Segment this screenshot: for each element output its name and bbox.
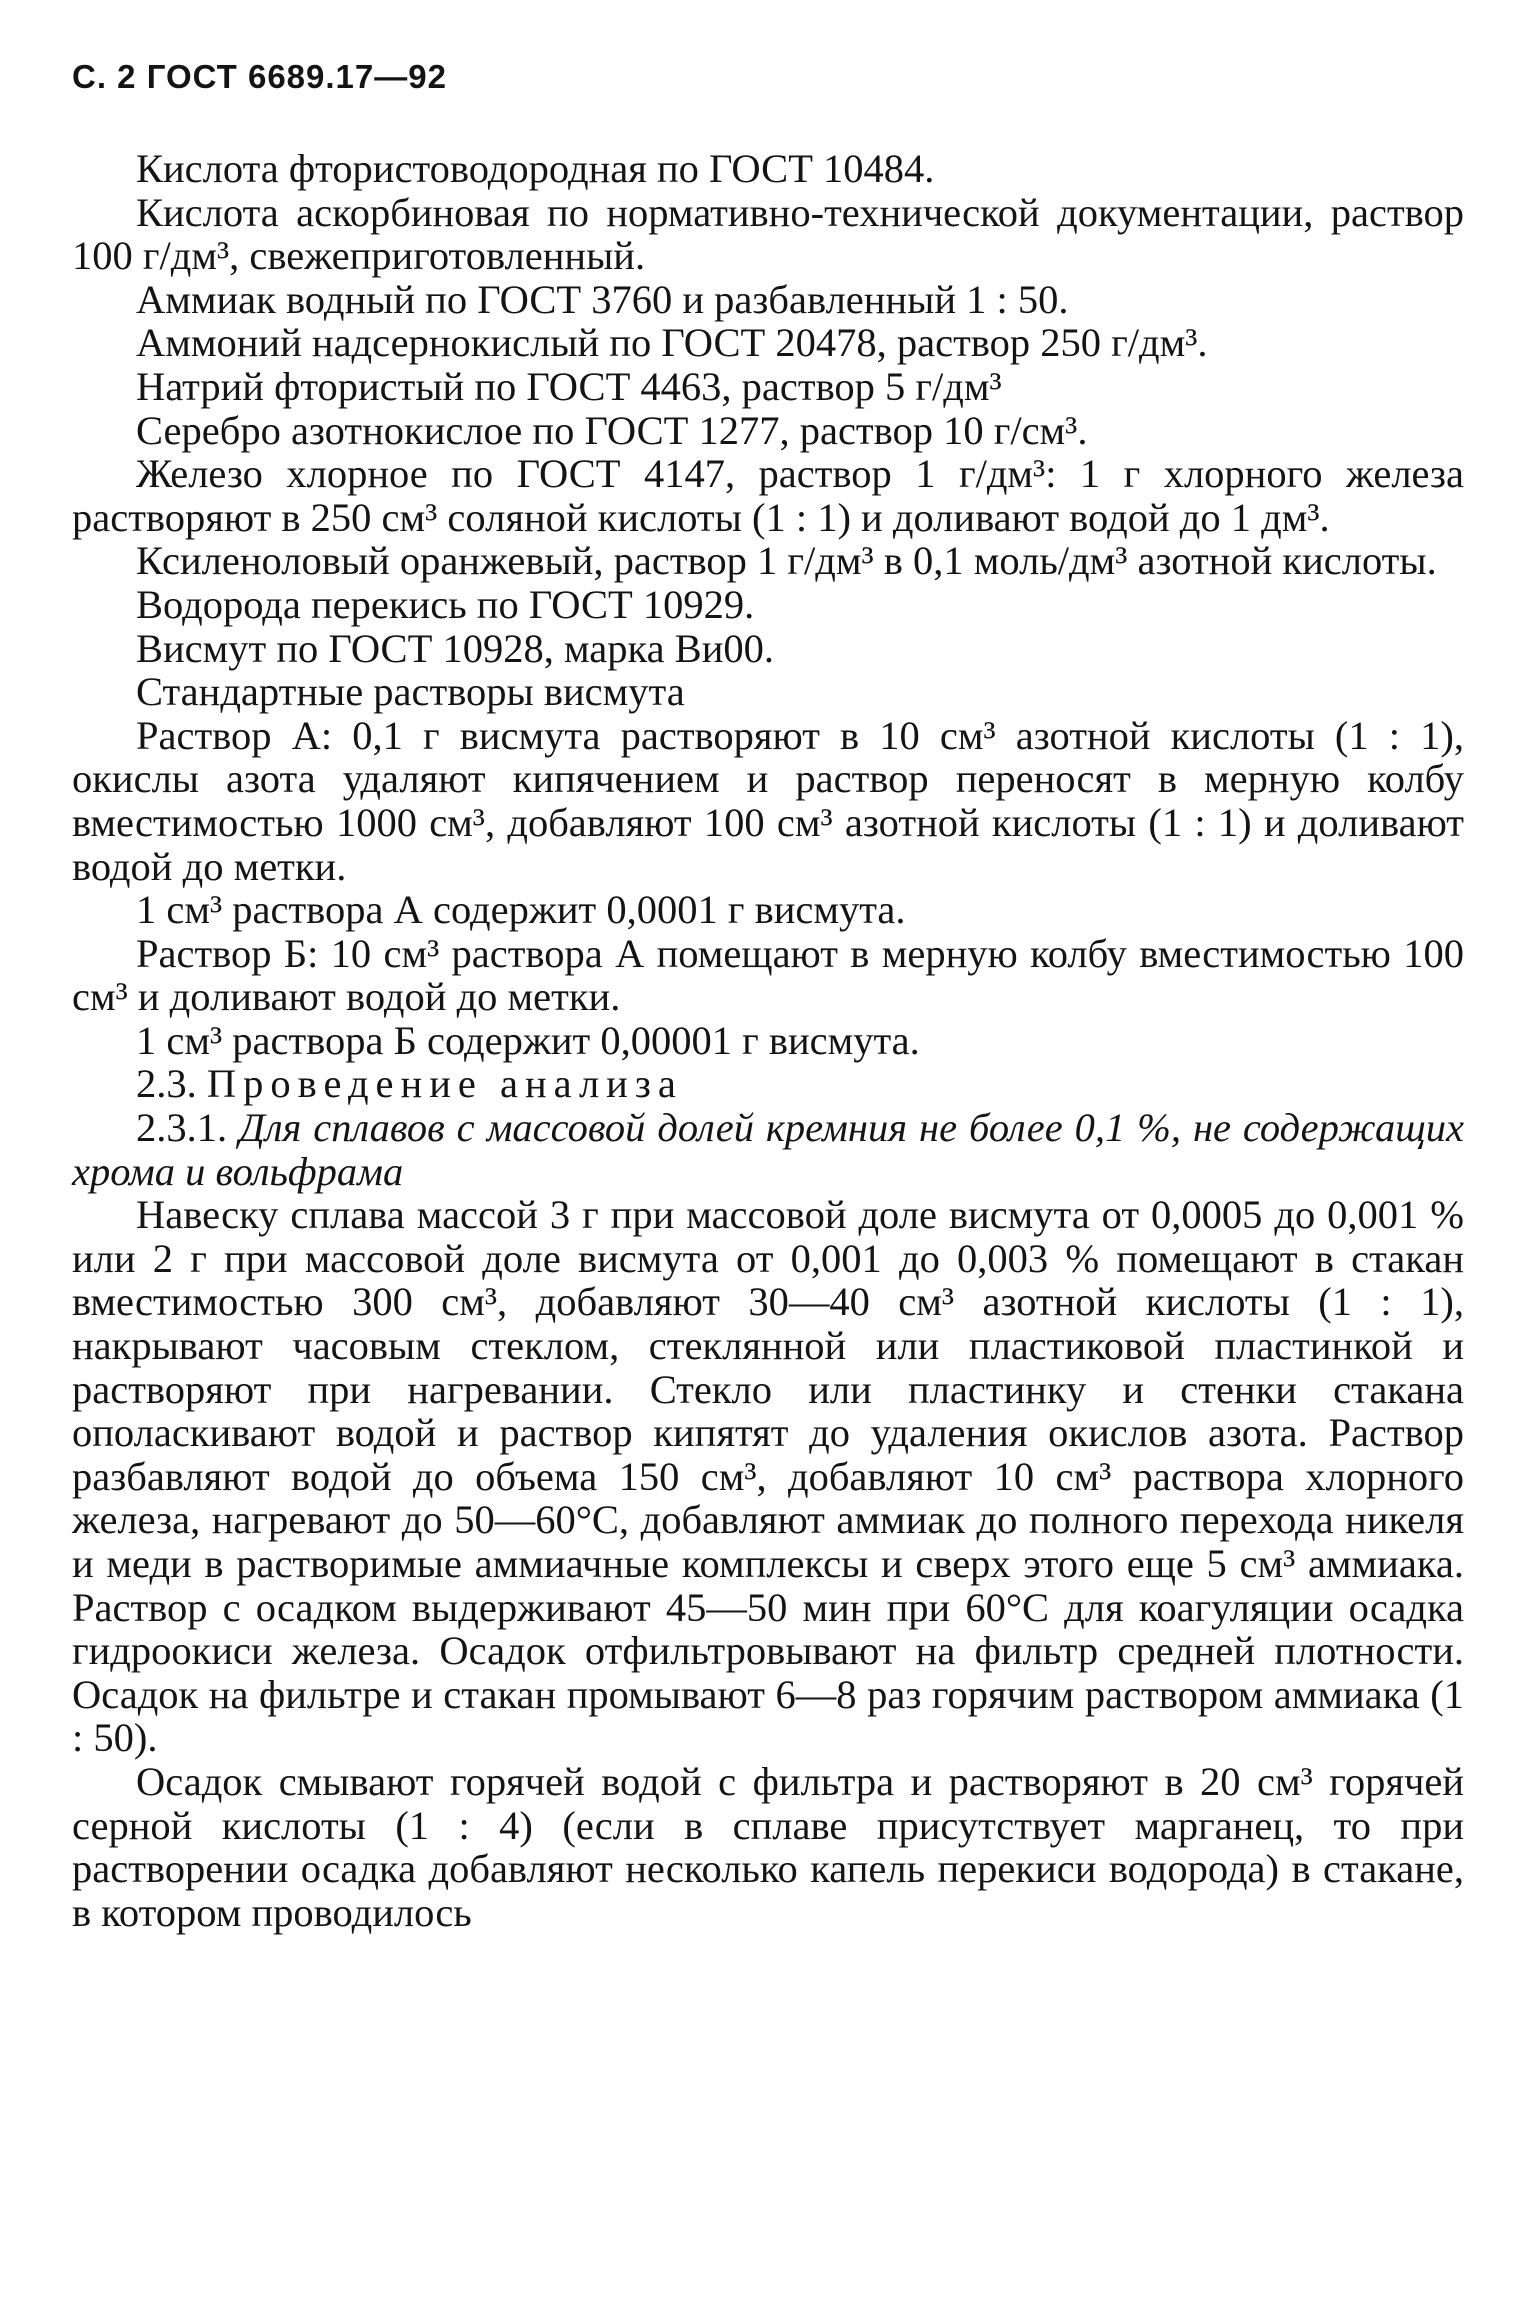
paragraph: Раствор А: 0,1 г висмута растворяют в 10 см³ азотной кислоты (1 : 1), окислы азота удаляют кипячением и раствор переносят в мерную колбу вместимостью 1000 см³, добавляют 100 см³ азотной кислоты (1 : 1) и доливают водой до метки. <box>72 712 1464 889</box>
procedure-paragraph: Навеску сплава массой 3 г при массовой доле висмута от 0,0005 до 0,001 % или 2 г при массовой доле висмута от 0,001 до 0,003 % помещают в стакан вместимостью 300 см³, добавляют 30—40 см³ азотной кислоты (1 : 1), накрывают часовым стеклом, стеклянной или пластиковой пластинкой и растворяют при нагревании. Стекло или пластинку и стенки стакана ополаскивают водой и раствор кипятят до удаления окислов азота. Раствор разбавляют водой до объема 150 см³, добавляют 10 см³ раствора хлорного железа, нагревают до 50—60°С, добавляют аммиак до полного перехода никеля и меди в растворимые аммиачные комплексы и сверх этого еще 5 см³ аммиака. Раствор с осадком выдерживают 45—50 мин при 60°С для коагуляции осадка гидроокиси железа. Осадок отфильтровывают на фильтр средней плотности. Осадок на фильтре и стакан промывают 6—8 раз горячим раствором аммиака (1 : 50). <box>72 1192 1464 1761</box>
paragraph: 1 см³ раствора Б содержит 0,00001 г висмута. <box>136 1017 920 1063</box>
procedure-paragraph: Осадок смывают горячей водой с фильтра и растворяют в 20 см³ горячей серной кислоты (1 : 4) (если в сплаве присутствует марганец, то при растворении осадка добавляют несколько капель перекиси водорода) в стакане, в котором проводилось <box>72 1758 1464 1935</box>
paragraph: Водорода перекись по ГОСТ 10929. <box>136 581 755 627</box>
paragraph: Ксиленоловый оранжевый, раствор 1 г/дм³ в 0,1 моль/дм³ азотной кислоты. <box>136 538 1437 584</box>
paragraph: Кислота аскорбиновая по нормативно-технической документации, раствор 100 г/дм³, свежеприготовленный. <box>72 189 1464 279</box>
paragraph: Кислота фтористоводородная по ГОСТ 10484. <box>136 146 935 191</box>
running-head: С. 2 ГОСТ 6689.17—92 <box>72 58 447 95</box>
paragraph: Железо хлорное по ГОСТ 4147, раствор 1 г/дм³: 1 г хлорного железа растворяют в 250 см³ соляной кислоты (1 : 1) и доливают водой до 1 дм³. <box>72 451 1464 540</box>
subsection-number: 2.3.1. <box>136 1105 228 1151</box>
document-page <box>72 60 1464 1934</box>
paragraph: Натрий фтористый по ГОСТ 4463, раствор 5 г/дм³ <box>136 363 1002 409</box>
paragraph: Стандартные растворы висмута <box>136 669 685 715</box>
paragraph: Серебро азотнокислое по ГОСТ 1277, раствор 10 г/см³. <box>136 407 1088 453</box>
subsection-heading <box>72 1106 1464 1193</box>
document-body <box>72 147 1464 1934</box>
paragraph: Аммоний надсернокислый по ГОСТ 20478, раствор 250 г/дм³. <box>136 320 1208 366</box>
subsection-title: Для сплавов с массовой долей кремния не более 0,1 %, не содержащих хрома и вольфрама <box>72 1105 1465 1194</box>
section-title: Проведение анализа <box>206 1061 683 1107</box>
paragraph: Аммиак водный по ГОСТ 3760 и разбавленный 1 : 50. <box>136 276 1069 322</box>
paragraph: 1 см³ раствора А содержит 0,0001 г висмута. <box>136 887 906 933</box>
paragraph: Висмут по ГОСТ 10928, марка Ви00. <box>136 625 774 671</box>
section-number: 2.3. <box>136 1061 197 1107</box>
section-heading <box>72 1062 1464 1106</box>
paragraph: Раствор Б: 10 см³ раствора А помещают в мерную колбу вместимостью 100 см³ и доливают водой до метки. <box>72 930 1464 1020</box>
